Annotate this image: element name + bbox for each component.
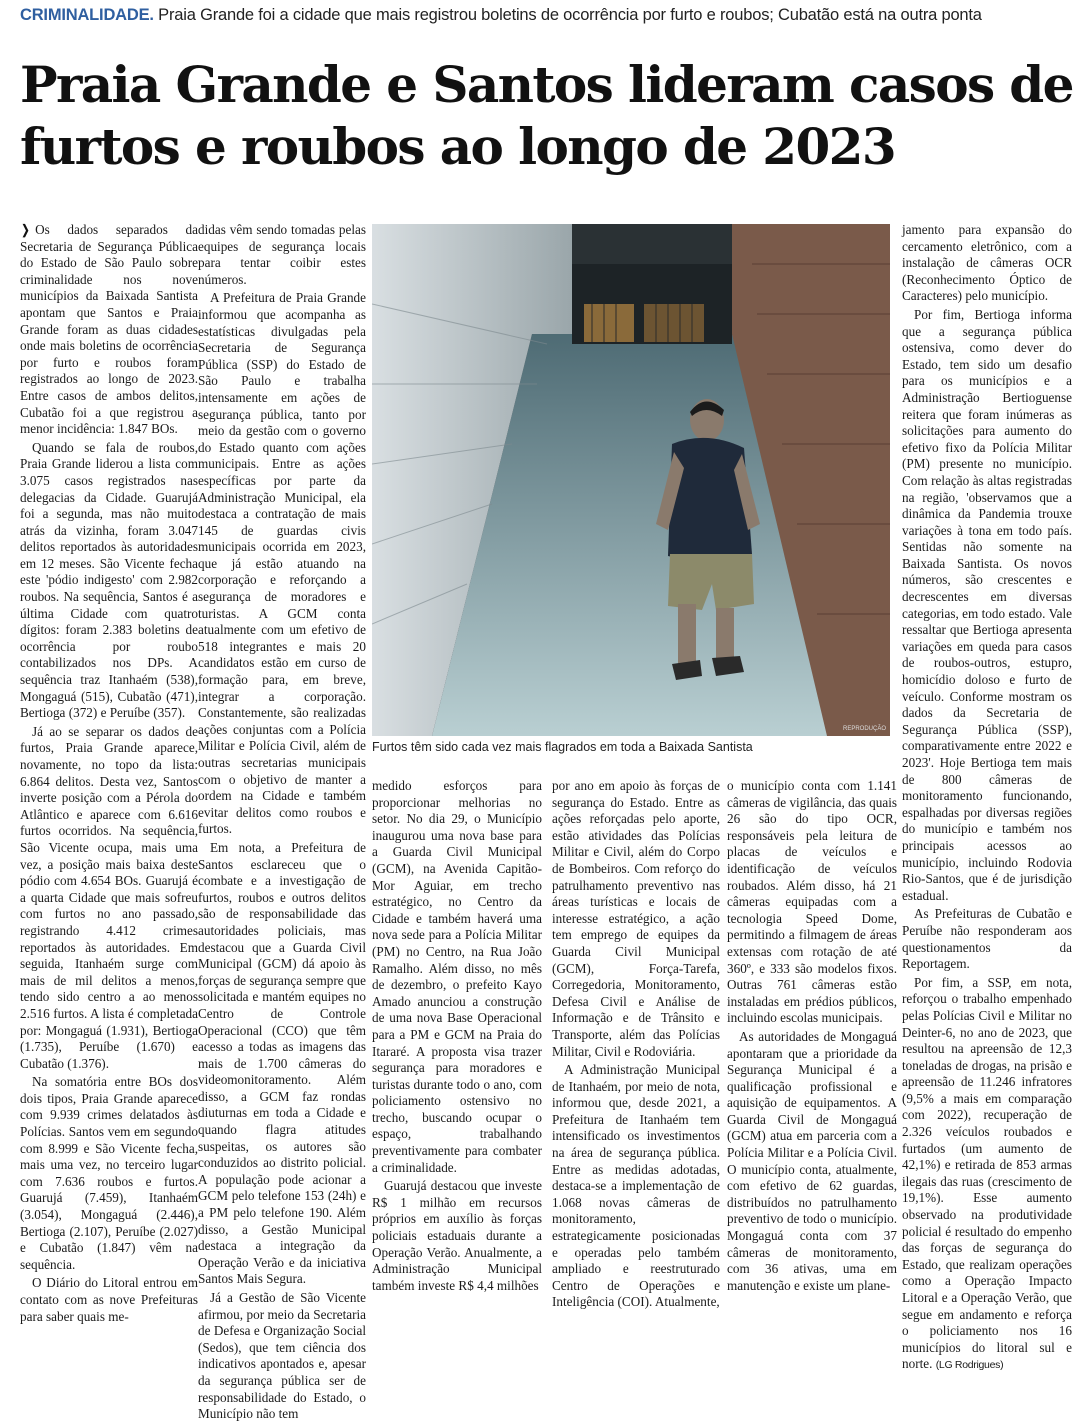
photo-caption: Furtos têm sido cada vez mais flagrados em toda a Baixada Santista	[372, 740, 753, 754]
article-column-6	[902, 222, 1072, 1376]
paragraph: por ano em apoio às forças de segurança do Estado. Entre as ações reforçadas pelo aporte, estão atividades das Polícias Militar e Civil, além do Corpo de Bombeiros. Com reforço do patrulhamento preventivo nas áreas turísticas e locais de interesse estratégico, a ação tem emprego de equipes da Guarda Civil Municipal (GCM), Força-Tarefa, Corregedoria, Monitoramento, Defesa Civil e Análise de Informação e de Trânsito e Transporte, além das Polícias Militar, Civil e Rodoviária.	[552, 778, 720, 1059]
paragraph: As Prefeituras de Cubatão e Peruíbe não responderam aos questionamentos da Reportagem.	[902, 906, 1072, 972]
article-column-4	[552, 778, 720, 1313]
paragraph-text: Por fim, a SSP, em nota, reforçou o trabalho empenhado pelas Polícias Civil e Militar no Deinter-6, no ano de 2023, que resultou na apreensão de 12,3 toneladas de drogas, na prisão e apreensão de 11.246 infratores (9,5% a mais em comparação com 2022), recuperação de 2.326 veículos roubados e furtados (um aumento de 42,1%) e retirada de 853 armas ilegais das ruas (crescimento de 19,1%). Esse aumento observado na produtividade policial é resultado do empenho das forças de segurança do Estado, que realizam operações como a Operação Impacto Litoral e a Operação Verão, que segue em andamento e reforça o policiamento nos 16 municípios do litoral sul e norte.	[902, 974, 1072, 1372]
paragraph: Já ao se separar os dados de furtos, Praia Grande aparece, novamente, no topo da lista: 6.864 delitos. Desta vez, Santos inverte posição com a Pérola do Atlântico e aparece com 6.616 furtos ocorridos. Na sequência, São Vicente ocupa, mais uma vez, a posição mais baixa deste pódio com 4.654 BOs. Guarujá é a quarta Cidade que mais sofreu com furtos no ano passado, registrando 4.412 crimes reportados às autoridades. Em seguida, Itanhaém surge com mais de mil delitos a menos, tendo sido centro a ao menos 2.516 furtos. A lista é completada por: Mongaguá (1.931), Bertioga (1.735), Peruíbe (1.670) e Cubatão (1.376).	[20, 723, 198, 1071]
paragraph: didas vêm sendo tomadas pelas equipes de segurança locais para tentar coibir estes números.	[198, 222, 366, 287]
article-column-3	[372, 778, 542, 1296]
paragraph: Quando se fala de roubos, Praia Grande liderou a lista com 3.075 casos registrados nas delegacias da Cidade. Guarujá foi a segunda, mas não muito atrás da vizinha, foram 3.047 delitos reportados às autoridades em 12 meses. São Vicente fecha este 'pódio indigesto' com 2.982 roubos. Na sequência, Santos é a última Cidade com quatro dígitos: foram 2.383 boletins de ocorrência por roubo contabilizados nos DPs. A sequência traz Itanhaém (538), Mongaguá (515), Cubatão (471), Bertioga (372) e Peruíbe (357).	[20, 439, 198, 721]
paragraph-text: Os dados separados da Secretaria de Segurança Pública do Estado de São Paulo sobre criminalidade nos nove municípios da Baixada Santista apontam que Santos e Praia Grande foram as duas cidades onde mais boletins de ocorrência por furto e roubos foram registrados ao longo de 2023. Entre casos de ambos delitos, Cubatão foi a que registrou a menor incidência: 1.847 BOs.	[20, 222, 198, 437]
paragraph: Na somatória entre BOs dos dois tipos, Praia Grande aparece com 9.939 crimes delatados às Polícias. Santos vem em segundo com 8.999 e São Vicente fecha, mais uma vez, no terceiro lugar com 7.636 roubos e furtos. Guarujá (7.459), Itanhaém (3.054), Mongaguá (2.446), Bertioga (2.107), Peruíbe (2.027) e Cubatão (1.847) vêm na sequência.	[20, 1074, 198, 1272]
paragraph: Por fim, Bertioga informa que a segurança pública ostensiva, como dever do Estado, tem sido um desafio para os municípios e a Administração Bertioguense reitera que foram inúmeras as solicitações para aumento do efetivo fixo da Polícia Militar (PM) presente no município. Com relação às altas registradas na região, 'observamos que a dinâmica da Pandemia trouxe variações à tona em todo país. Sentidas não somente na Baixada Santista. Os novos números, são crescentes e decrescentes em diversas categorias, em todo estado. Vale ressaltar que Bertioga apresenta variações em queda para casos de roubos-outros, estupro, homicídio doloso e furto de veículo. Conforme mostram os dados da Secretaria de Segurança Pública (SSP), comparativamente entre 2022 e 2023'. Hoje Bertioga tem mais de 800 câmeras de monitoramento funcionando, espalhadas por diversas regiões do município e também nos principais acessos ao município, incluindo Rodovia Rio-Santos, que é de jurisdição estadual.	[902, 306, 1072, 903]
paragraph: Guarujá destacou que investe R$ 1 milhão em recursos próprios em auxílio às forças policiais estaduais durante a Operação Verão. Anualmente, a Administração Municipal também investe R$ 4,4 milhões	[372, 1178, 542, 1293]
quote-marker-icon: ❭	[20, 222, 32, 237]
author-signature: (LG Rodrigues)	[935, 1359, 1004, 1372]
paragraph: Já a Gestão de São Vicente afirmou, por meio da Secretaria de Defesa e Organização Social (Sedos), que tem ciência dos indicativos apontados e, apesar da segurança pública ser de responsabilidade do Estado, o Município não tem	[198, 1290, 366, 1422]
photo-credit: REPRODUÇÃO	[842, 726, 886, 732]
article-column-2	[198, 222, 366, 1425]
cctv-scene-image	[372, 224, 890, 736]
paragraph: A Administração Municipal de Itanhaém, por meio de nota, informou que, desde 2021, a Prefeitura de Itanhaém tem intensificado os investimentos na área de segurança pública. Entre as medidas adotadas, destaca-se a implementação de 1.068 novas câmeras de monitoramento, estrategicamente posicionadas e operadas pelo também ampliado e reestruturado Centro de Operações e Inteligência (COI). Atualmente,	[552, 1062, 720, 1310]
paragraph: medido esforços para proporcionar melhorias no setor. No dia 29, o Município inaugurou uma nova base para a Guarda Civil Municipal (GCM), na Avenida Capitão-Mor Aguiar, em trecho estratégico, no Centro da Cidade e também haverá uma nova sede para a Polícia Militar (PM) no Centro, na Rua João Ramalho. Além disso, no mês de dezembro, o prefeito Kayo Amado anunciou a construção de uma nova Base Operacional para a PM e GCM na Praia do Itararé. A proposta visa trazer segurança para moradores e turistas durante todo o ano, com policiamento ostensivo no trecho, buscando ocupar o espaço, trabalhando preventivamente para combater a criminalidade.	[372, 778, 542, 1175]
paragraph	[20, 222, 198, 438]
kicker	[20, 6, 1080, 25]
paragraph: A Prefeitura de Praia Grande informou que acompanha as estatísticas divulgadas pela Secretaria de Segurança Pública (SSP) do Estado de São Paulo e trabalha intensamente em ações de segurança pública, tanto por meio da gestão com o governo do Estado quanto com ações municipais. Entre as ações específicas por parte da Administração Municipal, ela destaca a contratação de mais 145 de guardas civis municipais ocorrida em 2023, que já estão atuando na corporação e reforçando a segurança de moradores e turistas. A GCM conta atualmente com um efetivo de 518 integrantes e mais 20 candidatos estão em curso de formação para, em breve, integrar a corporação. Constantemente, são realizadas ações conjuntas com a Polícia Militar e Polícia Civil, além de outras secretarias municipais com o objetivo de manter a ordem na Cidade e também evitar delitos como roubos e furtos.	[198, 290, 366, 837]
subheadline: Praia Grande foi a cidade que mais registrou boletins de ocorrência por furto e roubos; Cubatão está na outra ponta	[158, 6, 982, 24]
headline: Praia Grande e Santos lideram casos de furtos e roubos ao longo de 2023	[20, 55, 1073, 176]
paragraph: Em nota, a Prefeitura de Santos esclareceu que o combate e a investigação de furtos, roubos e outros delitos são de responsabilidade das autoridades policiais, mas destacou que a Guarda Civil Municipal (GCM) dá apoio às forças de segurança sempre que solicitada e mantém equipes no Centro de Controle Operacional (CCO) que têm acesso a todas as imagens das mais de 1.700 câmeras do videomonitoramento. Além disso, a GCM faz rondas diuturnas em toda a Cidade e quando flagra atitudes suspeitas, os autores são conduzidos ao distrito policial. A população pode acionar a GCM pelo telefone 153 (24h) e a PM pelo telefone 190. Além disso, a Gestão Municipal destaca a integração da Operação Verão e da iniciativa Santos Mais Segura.	[198, 839, 366, 1287]
paragraph: O Diário do Litoral entrou em contato com as nove Prefeituras para saber quais me-	[20, 1275, 198, 1324]
paragraph: jamento para expansão do cercamento eletrônico, com a instalação de câmeras OCR (Reconhecimento Óptico de Caracteres) pelo município.	[902, 222, 1072, 304]
paragraph: As autoridades de Mongaguá apontaram que a prioridade da Segurança Municipal é a qualificação profissional e aquisição de equipamentos. A Guarda Civil de Mongaguá (GCM) atua em parceria com a Polícia Militar e a Polícia Civil. O município conta, atualmente, com efetivo de 62 guardas, distribuídos no patrulhamento preventivo de todo o município. Mongaguá conta com 37 câmeras de monitoramento, com 36 ativas, uma em manutenção e existe um plane-	[727, 1028, 897, 1293]
article-column-1	[20, 222, 198, 1327]
paragraph	[902, 975, 1072, 1374]
article-column-5	[727, 778, 897, 1296]
paragraph: o município conta com 1.141 câmeras de vigilância, das quais 26 são do tipo OCR, responsáveis pela leitura de placas de veículos e identificação de veículos roubados. Além disso, há 21 câmeras equipadas com a tecnologia Speed Dome, permitindo a filmagem de áreas extensas com rotação de até 360º, e 333 são modelos fixos. Outras 761 câmeras estão instaladas em prédios públicos, incluindo escolas municipais.	[727, 778, 897, 1026]
section-tag: CRIMINALIDADE.	[20, 6, 154, 24]
article-photo	[372, 224, 890, 736]
